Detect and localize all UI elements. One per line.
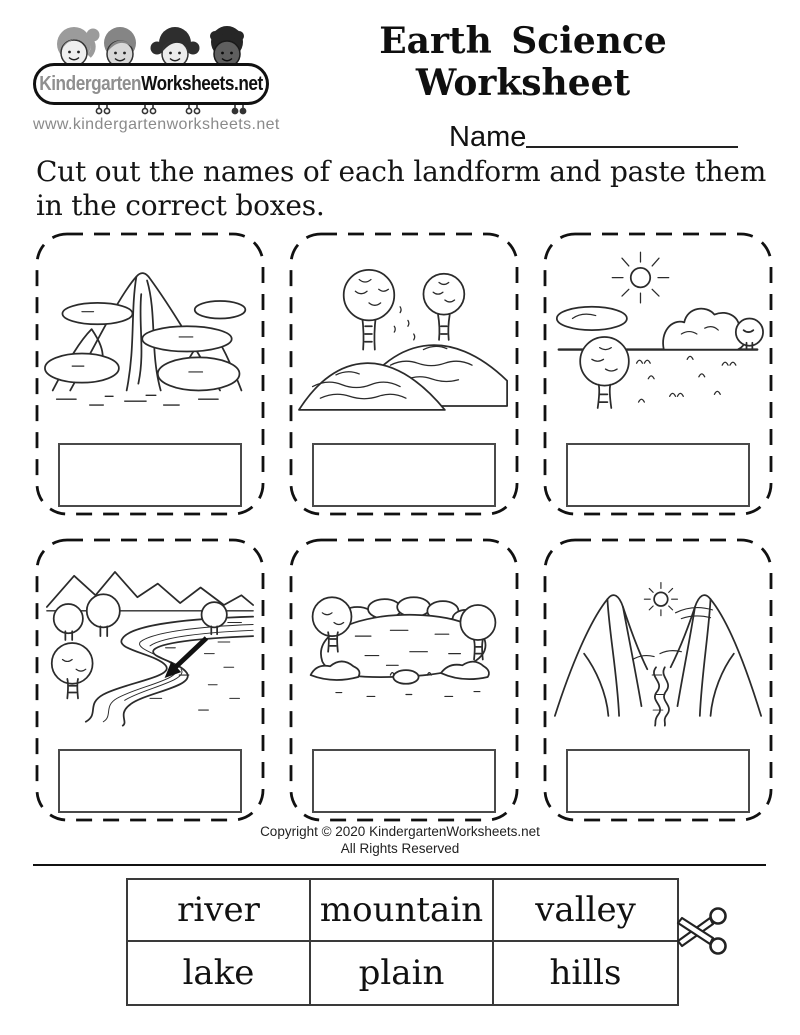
answer-box-mountain[interactable]: [58, 443, 242, 507]
answer-box-valley[interactable]: [566, 749, 750, 813]
name-label: Name: [449, 121, 527, 153]
word-cell-valley[interactable]: valley: [494, 880, 677, 942]
river-illustration: [43, 552, 257, 730]
instructions-line1: Cut out the names of each landform and paste them: [36, 155, 767, 188]
hills-illustration: [297, 246, 511, 424]
card-valley: [543, 538, 773, 822]
website-url: www.kindergartenworksheets.net: [33, 116, 280, 133]
answer-box-river[interactable]: [58, 749, 242, 813]
lake-illustration: [297, 552, 511, 730]
word-cell-mountain[interactable]: mountain: [311, 880, 494, 942]
answer-box-hills[interactable]: [312, 443, 496, 507]
name-input-line[interactable]: [526, 118, 738, 148]
rights-line: All Rights Reserved: [340, 840, 460, 856]
card-mountain: [35, 232, 265, 516]
word-cell-plain[interactable]: plain: [311, 942, 494, 1004]
card-lake: [289, 538, 519, 822]
cut-section-divider: [33, 864, 766, 866]
brand-part1: Kindergarten: [39, 72, 142, 95]
word-cell-lake[interactable]: lake: [128, 942, 311, 1004]
copyright-line: Copyright © 2020 KindergartenWorksheets.net: [260, 824, 540, 839]
mountain-illustration: [43, 246, 257, 424]
card-plain: [543, 232, 773, 516]
valley-illustration: [551, 552, 765, 730]
scissors-icon: [676, 903, 730, 959]
instructions-line2: in the correct boxes.: [36, 188, 325, 222]
word-cell-river[interactable]: river: [128, 880, 311, 942]
logo-badge: [33, 63, 269, 105]
brand-part2: Worksheets.net: [141, 72, 263, 95]
instructions: [36, 155, 776, 222]
word-bank-table: [126, 878, 679, 1006]
name-row: [449, 116, 738, 154]
plain-illustration: [551, 246, 765, 424]
landform-card-grid: [35, 232, 773, 822]
brand-text: [39, 73, 263, 96]
site-logo: [33, 14, 280, 136]
answer-box-plain[interactable]: [566, 443, 750, 507]
page-title: Earth Science Worksheet: [379, 20, 667, 104]
card-river: [35, 538, 265, 822]
answer-box-lake[interactable]: [312, 749, 496, 813]
copyright-notice: [0, 824, 800, 858]
card-hills: [289, 232, 519, 516]
word-cell-hills[interactable]: hills: [549, 953, 622, 993]
